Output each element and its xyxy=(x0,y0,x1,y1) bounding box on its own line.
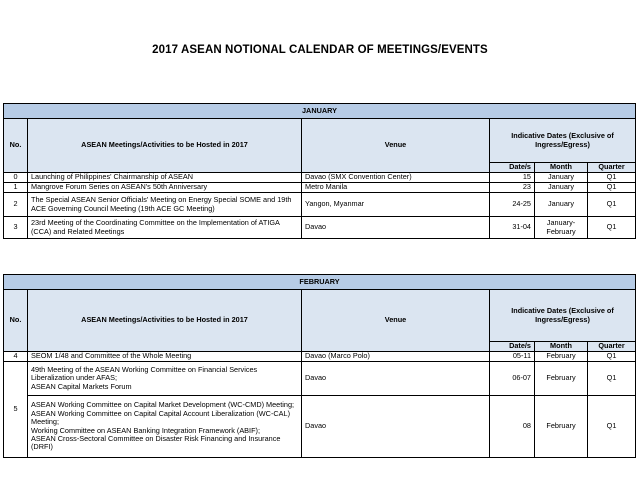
col-date-header: Date/s xyxy=(490,163,535,173)
col-activity-header: ASEAN Meetings/Activities to be Hosted in 2017 xyxy=(28,290,302,352)
row-activity xyxy=(28,396,302,458)
row-no: 1 xyxy=(4,183,28,193)
row-venue: Davao (Marco Polo) xyxy=(302,352,490,362)
row-venue: Davao (SMX Convention Center) xyxy=(302,173,490,183)
table-row xyxy=(4,193,636,217)
table-row xyxy=(4,362,636,396)
activity-line: 49th Meeting of the ASEAN Working Committee on Financial Services Liberalization under AFAS; xyxy=(31,364,258,383)
row-activity: Launching of Philippines' Chairmanship of ASEAN xyxy=(28,173,302,183)
col-quarter-header: Quarter xyxy=(588,342,636,352)
row-quarter: Q1 xyxy=(588,173,636,183)
row-quarter: Q1 xyxy=(588,396,636,458)
col-dates-header: Indicative Dates (Exclusive of Ingress/Egress) xyxy=(490,119,636,163)
row-quarter: Q1 xyxy=(588,193,636,217)
row-dates: 08 xyxy=(490,396,535,458)
row-month: January-February xyxy=(535,217,588,239)
activity-line: ASEAN Working Committee on Capital Capital Account Liberalization (WC-CAL) Meeting; xyxy=(31,408,291,427)
row-no: 5 xyxy=(4,362,28,458)
row-month: January xyxy=(535,173,588,183)
row-no: 2 xyxy=(4,193,28,217)
col-month-header: Month xyxy=(535,163,588,173)
column-header-row xyxy=(4,290,636,342)
row-venue: Davao xyxy=(302,217,490,239)
month-label: FEBRUARY xyxy=(4,275,636,290)
row-activity: 23rd Meeting of the Coordinating Committee on the Implementation of ATIGA (CCA) and Related Meetings xyxy=(28,217,302,239)
column-header-row xyxy=(4,119,636,163)
february-table xyxy=(3,274,636,458)
row-venue: Metro Manila xyxy=(302,183,490,193)
row-quarter: Q1 xyxy=(588,352,636,362)
month-label: JANUARY xyxy=(4,104,636,119)
col-date-header: Date/s xyxy=(490,342,535,352)
table-row xyxy=(4,217,636,239)
row-month: February xyxy=(535,352,588,362)
row-venue: Davao xyxy=(302,362,490,396)
table-row xyxy=(4,183,636,193)
row-dates: 06-07 xyxy=(490,362,535,396)
january-table xyxy=(3,103,636,239)
col-venue-header: Venue xyxy=(302,290,490,352)
row-month: January xyxy=(535,183,588,193)
col-dates-header: Indicative Dates (Exclusive of Ingress/Egress) xyxy=(490,290,636,342)
col-activity-header: ASEAN Meetings/Activities to be Hosted in 2017 xyxy=(28,119,302,173)
row-venue: Davao xyxy=(302,396,490,458)
row-quarter: Q1 xyxy=(588,362,636,396)
row-no: 0 xyxy=(4,173,28,183)
row-month: February xyxy=(535,362,588,396)
row-activity xyxy=(28,362,302,396)
table-row xyxy=(4,396,636,458)
row-dates: 31-04 xyxy=(490,217,535,239)
month-header-row xyxy=(4,275,636,290)
row-dates: 15 xyxy=(490,173,535,183)
activity-line: ASEAN Cross-Sectoral Committee on Disaster Risk Financing and Insurance (DRFI) xyxy=(31,433,281,452)
row-month: February xyxy=(535,396,588,458)
row-dates: 23 xyxy=(490,183,535,193)
activity-line: ASEAN Working Committee on Capital Market Development (WC-CMD) Meeting; xyxy=(31,400,295,410)
month-header-row xyxy=(4,104,636,119)
table-row xyxy=(4,173,636,183)
row-no: 4 xyxy=(4,352,28,362)
activity-line: Working Committee on ASEAN Banking Integration Framework (ABIF); xyxy=(31,425,260,435)
row-activity: The Special ASEAN Senior Officials' Meeting on Energy Special SOME and 19th ACE Governing Council Meeting (19th ACE GC Meeting) xyxy=(28,193,302,217)
col-venue-header: Venue xyxy=(302,119,490,173)
page-title: 2017 ASEAN NOTIONAL CALENDAR OF MEETINGS/EVENTS xyxy=(152,44,488,56)
row-quarter: Q1 xyxy=(588,217,636,239)
row-dates: 05-11 xyxy=(490,352,535,362)
col-no-header: No. xyxy=(4,119,28,173)
row-quarter: Q1 xyxy=(588,183,636,193)
row-activity: SEOM 1/48 and Committee of the Whole Meeting xyxy=(28,352,302,362)
col-month-header: Month xyxy=(535,342,588,352)
row-no: 3 xyxy=(4,217,28,239)
row-month: January xyxy=(535,193,588,217)
row-dates: 24-25 xyxy=(490,193,535,217)
row-activity: Mangrove Forum Series on ASEAN's 50th Anniversary xyxy=(28,183,302,193)
activity-line: ASEAN Capital Markets Forum xyxy=(31,381,132,391)
col-no-header: No. xyxy=(4,290,28,352)
row-venue: Yangon, Myanmar xyxy=(302,193,490,217)
table-row xyxy=(4,352,636,362)
col-quarter-header: Quarter xyxy=(588,163,636,173)
